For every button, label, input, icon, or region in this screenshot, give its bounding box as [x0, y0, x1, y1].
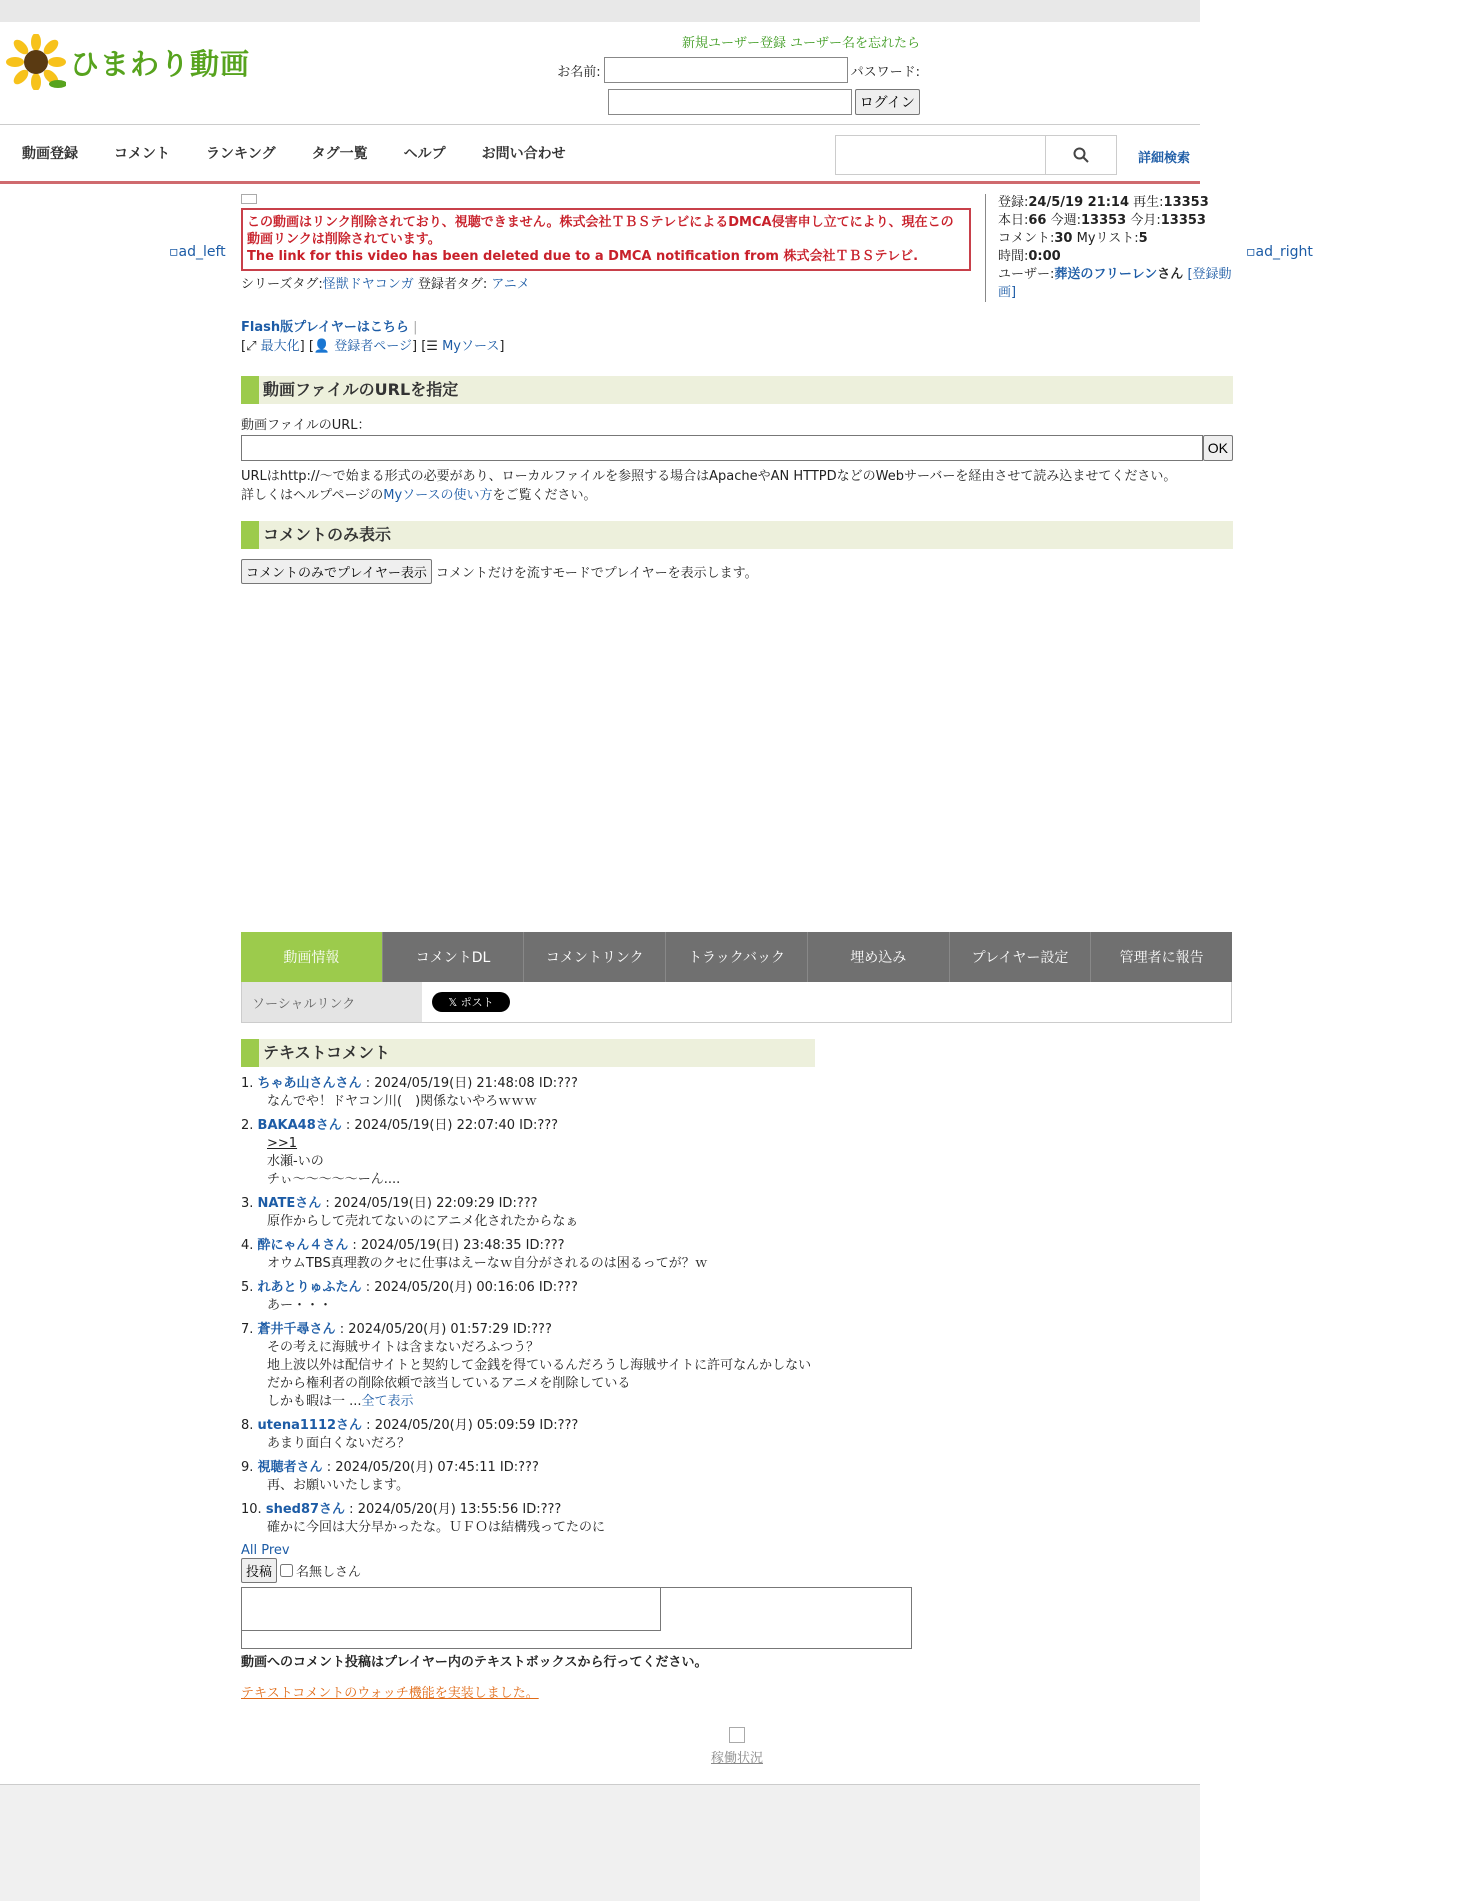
user-icon: 👤 [313, 339, 331, 354]
nav-help[interactable]: ヘルプ [403, 146, 446, 162]
comment-name-field[interactable] [242, 1588, 661, 1631]
login-button[interactable]: ログイン [855, 89, 920, 115]
post-button[interactable]: 投稿 [241, 1558, 277, 1583]
login-form [557, 32, 920, 115]
pager [241, 1543, 1233, 1558]
month-count: 13353 [1160, 213, 1206, 228]
maximize-link[interactable]: 最大化 [260, 339, 300, 354]
comment-text: チぃ〜〜〜〜〜ーん.... [267, 1172, 401, 1187]
nav-comment[interactable]: コメント [114, 146, 170, 162]
video-stats: 登録:24/5/19 21:14 再生:13353 本日:66 今週:13353 今月:13353 コメント:30 Myリスト:5 時間:0:00 ユーザー:葬送のフリーレンさん [登録動画] [985, 194, 1248, 302]
comment-meta: : 2024/05/20(月) 01:57:29 ID:??? [335, 1322, 552, 1337]
comment-meta: : 2024/05/20(月) 13:55:56 ID:??? [345, 1502, 562, 1517]
info-tabs [241, 932, 1232, 982]
comment-text: オウムTBS真理教のクセに仕事はえーなｗ自分がされるのは困るってが？ｗ [267, 1256, 708, 1271]
uploader-link[interactable]: 葬送のフリーレン [1054, 267, 1158, 282]
comment-author-link[interactable]: utena1112さん [257, 1418, 363, 1433]
registered-date: 24/5/19 21:14 [1028, 195, 1130, 210]
comment-count: 30 [1054, 231, 1073, 246]
comment-author-link[interactable]: BAKA48さん [257, 1118, 342, 1133]
comment-text: その考えに海賊サイトは含まないだろふつう？ [267, 1340, 540, 1355]
comment-textarea[interactable] [241, 1587, 912, 1649]
tab-comment-dl[interactable]: コメントDL [383, 932, 525, 982]
comment-meta: : 2024/05/20(月) 05:09:59 ID:??? [362, 1418, 579, 1433]
today-count: 66 [1028, 213, 1047, 228]
footer-status [241, 1727, 1233, 1766]
comment-meta: : 2024/05/19(日) 22:09:29 ID:??? [321, 1196, 538, 1211]
video-url-input[interactable] [241, 435, 1203, 461]
tab-embed[interactable]: 埋め込み [808, 932, 950, 982]
comment-author-link[interactable]: 視聴者さん [257, 1460, 323, 1475]
comment-number: 2. [241, 1118, 254, 1133]
main-nav [0, 125, 1200, 184]
forgot-username-link[interactable]: ユーザー名を忘れたら [789, 36, 920, 51]
page-footer [0, 1784, 1200, 1901]
comment-number: 3. [241, 1196, 254, 1211]
comment-text: しかも暇は一 ... [267, 1394, 362, 1409]
url-section-heading: 動画ファイルのURLを指定 [241, 376, 1233, 404]
comment-meta: : 2024/05/19(日) 21:48:08 ID:??? [361, 1076, 578, 1091]
comment-meta: : 2024/05/19(日) 23:48:35 ID:??? [348, 1238, 565, 1253]
nav-contact[interactable]: お問い合わせ [481, 146, 566, 162]
url-label: 動画ファイルのURL： [241, 418, 371, 433]
username-input[interactable] [604, 57, 848, 83]
ad-right[interactable]: ▫ad_right [1246, 244, 1313, 260]
comment-item [241, 1321, 1233, 1411]
list-icon: ☰ [426, 339, 438, 354]
post-hint: 動画へのコメント投稿はプレイヤー内のテキストボックスから行ってください。 [241, 1655, 708, 1670]
comment-item [241, 1195, 1233, 1231]
url-note: URLはhttp://〜で始まる形式の必要があり、ローカルファイルを参照する場合はApacheやAN HTTPDなどのWebサーバーを経由させて読み込ませてください。 [241, 469, 1177, 484]
url-ok-button[interactable]: OK [1203, 435, 1233, 461]
maximize-icon: ⤢ [246, 339, 257, 354]
anonymous-label: 名無しさん [296, 1565, 362, 1580]
text-comment-heading: テキストコメント [241, 1039, 815, 1067]
comment-text: 水瀬-いの [267, 1154, 324, 1169]
show-all-link[interactable]: 全て表示 [361, 1394, 414, 1409]
comment-only-desc: コメントだけを流すモードでプレイヤーを表示します。 [435, 566, 758, 581]
search-box [835, 135, 1117, 175]
series-tag[interactable]: 怪獣ドヤコンガ [322, 277, 414, 292]
comment-item [241, 1117, 1233, 1189]
status-image [729, 1727, 745, 1743]
password-label: パスワード: [850, 64, 920, 80]
search-button[interactable] [1046, 136, 1116, 174]
comment-author-link[interactable]: れあとりゅふたん [257, 1280, 362, 1295]
reply-anchor-link[interactable]: >>1 [267, 1136, 298, 1151]
comment-number: 5. [241, 1280, 254, 1295]
comment-number: 9. [241, 1460, 254, 1475]
comment-text: あまり面白くないだろ？ [267, 1436, 411, 1451]
search-input[interactable] [836, 136, 1046, 174]
player-area [241, 584, 1233, 932]
comment-number: 7. [241, 1322, 254, 1337]
flash-player-link[interactable]: Flash版プレイヤーはこちら [241, 320, 409, 335]
comment-author-link[interactable]: 蒼井千尋さん [257, 1322, 336, 1337]
week-count: 13353 [1081, 213, 1127, 228]
main-content: この動画はリンク削除されており、視聴できません。株式会社ＴＢＳテレビによるDMCA侵害申し立てにより、現在この動画リンクは削除されています。 The link for this video has been deleted due to a DMCA notification from 株式会社ＴＢＳテレビ. シリーズタグ:怪獣ドヤコンガ 登録者タグ: アニメ Flash版プレイヤーはこちら | [⤢ 最大化] [👤 登録者ページ] [☰ Myソース] 動画ファイルのURLを指定 動画ファイルのURL： OK URLはhttp://〜で始まる形式の必要があり、ローカルファイルを参照する場合はApacheやAN HTTPDなどのWebサーバーを経由させて読み込ませてください。 詳しくはヘルプページのMyソースの使い方をご覧ください。 コメントのみ表示 コメントのみでプレイヤー表示 コメントだけを流すモードでプレイヤーを表示します。 動画情報 コメントDL コメントリンク トラックバック 埋め込み プレイヤー設定 管理者に報告 ソーシャルリンク 𝕏 ポスト テキストコメント 1. ちゃあ山さんさん : 2024/05/19(日) 21:48:08 ID:??? なんでや！ドヤコン川( )関係ないやろｗｗｗ 2. BAKA48さん : 2024/05/19(日) 22:07:40 ID:??? >>1 水瀬-いの チぃ〜〜〜〜〜ーん.... 3. NATEさん : 2024/05/19(日) 22:09:29 ID:??? 原作からして売れてないのにアニメ化されたからなぁ 4. 酔にゃん４さん : 2024/05/19(日) 23:48:35 ID:??? オウムTBS真理教のクセに仕事はえーなｗ自分がされるのは困るってが？ｗ 5. れあとりゅふたん : 2024/05/20(月) 00:16:06 ID:??? あー・・・ 7. 蒼井千尋さん : 2024/05/20(月) 01:57:29 ID:??? その考えに海賊サイトは含まないだろふつう？ 地上波以外は配信サイトと契約して金銭を得ているんだろうし海賊サイトに許可なんかしない だから権利者の削除依頼で該当しているアニメを削除している しかも暇は一 ...全て表示 8. utena1112さん : 2024/05/20(月) 05:09:59 ID:??? あまり面白くないだろ？ 9. 視聴者さん : 2024/05/20(月) 07:45:11 ID:??? 再、お願いいたします。 10. shed87さん : 2024/05/20(月) 13:55:56 ID:??? 確かに今回は大分早かったな。ＵＦＯは結構残ってたのに All Prev 投稿 名無しさん 動画へのコメント投稿はプレイヤー内のテキストボックスから行ってください。 テキストコメントのウォッチ機能を実装しました。 稼働状況 [241, 194, 1233, 1766]
tab-trackback[interactable]: トラックバック [666, 932, 808, 982]
uploader-page-link[interactable]: 登録者ページ [334, 339, 412, 354]
ad-left[interactable]: ▫ad_left [169, 244, 226, 260]
comment-only-player-button[interactable]: コメントのみでプレイヤー表示 [241, 559, 432, 584]
broken-thumbnail [241, 194, 257, 204]
mysource-link[interactable]: Myソース [442, 339, 500, 354]
comment-author-link[interactable]: NATEさん [257, 1196, 322, 1211]
sunflower-icon [6, 34, 66, 90]
status-link[interactable]: 稼働状況 [710, 1751, 763, 1766]
comment-item [241, 1417, 1233, 1453]
top-bar [0, 0, 1200, 22]
comment-text: 地上波以外は配信サイトと契約して金銭を得ているんだろうし海賊サイトに許可なんかしない [267, 1358, 812, 1373]
comment-text: あー・・・ [267, 1298, 333, 1313]
name-label: お名前: [557, 64, 601, 80]
play-count: 13353 [1163, 195, 1209, 210]
search-icon [1073, 147, 1089, 163]
pager-all-link[interactable]: All [241, 1543, 258, 1558]
password-input[interactable] [608, 89, 852, 115]
comment-item [241, 1237, 1233, 1273]
social-links [241, 982, 1232, 1023]
watch-feature-link[interactable]: テキストコメントのウォッチ機能を実装しました。 [241, 1686, 539, 1701]
comment-text: だから権利者の削除依頼で該当しているアニメを削除している [267, 1376, 631, 1391]
tab-video-info[interactable]: 動画情報 [241, 932, 383, 982]
nav-video-register[interactable]: 動画登録 [22, 146, 78, 162]
uploader-videos-link[interactable]: [登録動画] [998, 267, 1232, 300]
comment-text: 原作からして売れてないのにアニメ化されたからなぁ [267, 1214, 579, 1229]
comment-number: 1. [241, 1076, 254, 1091]
comment-item [241, 1459, 1233, 1495]
dmca-notice: この動画はリンク削除されており、視聴できません。株式会社ＴＢＳテレビによるDMCA侵害申し立てにより、現在この動画リンクは削除されています。 The link for this video has been deleted due to a DMCA notification from 株式会社ＴＢＳテレビ. [241, 208, 971, 271]
nav-tag-list[interactable]: タグ一覧 [311, 146, 368, 162]
comment-item [241, 1075, 1233, 1111]
advanced-search-link[interactable]: 詳細検索 [1138, 151, 1191, 166]
video-duration: 0:00 [1028, 249, 1061, 264]
broken-image-icon: ▫ [169, 244, 179, 260]
logo-text: ひまわり動画 [70, 46, 251, 81]
pager-prev-link[interactable]: Prev [261, 1543, 290, 1558]
comment-item [241, 1501, 1233, 1537]
comment-number: 8. [241, 1418, 254, 1433]
comment-text: なんでや！ドヤコン川( )関係ないやろｗｗｗ [267, 1094, 538, 1109]
x-post-button[interactable]: 𝕏 ポスト [432, 992, 510, 1012]
comment-only-heading: コメントのみ表示 [241, 521, 1233, 549]
tab-player-settings[interactable]: プレイヤー設定 [950, 932, 1092, 982]
anonymous-checkbox[interactable] [280, 1564, 293, 1577]
comment-author-link[interactable]: ちゃあ山さんさん [257, 1076, 362, 1091]
comment-meta: : 2024/05/20(月) 00:16:06 ID:??? [361, 1280, 578, 1295]
comment-item [241, 1279, 1233, 1315]
comment-meta: : 2024/05/20(月) 07:45:11 ID:??? [322, 1460, 539, 1475]
tag-row: シリーズタグ:怪獣ドヤコンガ 登録者タグ: アニメ [241, 277, 530, 292]
site-logo[interactable] [6, 34, 250, 90]
tab-comment-link[interactable]: コメントリンク [524, 932, 666, 982]
comment-meta: : 2024/05/19(日) 22:07:40 ID:??? [341, 1118, 559, 1133]
social-label: ソーシャルリンク [242, 982, 422, 1022]
uploader-tag[interactable]: アニメ [491, 277, 530, 292]
nav-ranking[interactable]: ランキング [206, 146, 276, 162]
comment-list [241, 1075, 1233, 1537]
comment-text: 再、お願いいたします。 [267, 1478, 409, 1493]
register-link[interactable]: 新規ユーザー登録 [681, 36, 786, 51]
mylist-count: 5 [1138, 231, 1148, 246]
player-links: Flash版プレイヤーはこちら | [⤢ 最大化] [👤 登録者ページ] [☰ Myソース] [241, 320, 505, 354]
site-header [0, 22, 1200, 125]
tab-report[interactable]: 管理者に報告 [1091, 932, 1232, 982]
comment-text: 確かに今回は大分早かったな。ＵＦＯは結構残ってたのに [267, 1520, 606, 1535]
comment-number: 10. [241, 1502, 262, 1517]
comment-author-link[interactable]: 酔にゃん４さん [257, 1238, 349, 1253]
comment-author-link[interactable]: shed87さん [265, 1502, 346, 1517]
comment-number: 4. [241, 1238, 254, 1253]
mysource-help-link[interactable]: Myソースの使い方 [383, 488, 493, 503]
broken-image-icon: ▫ [1246, 244, 1256, 260]
